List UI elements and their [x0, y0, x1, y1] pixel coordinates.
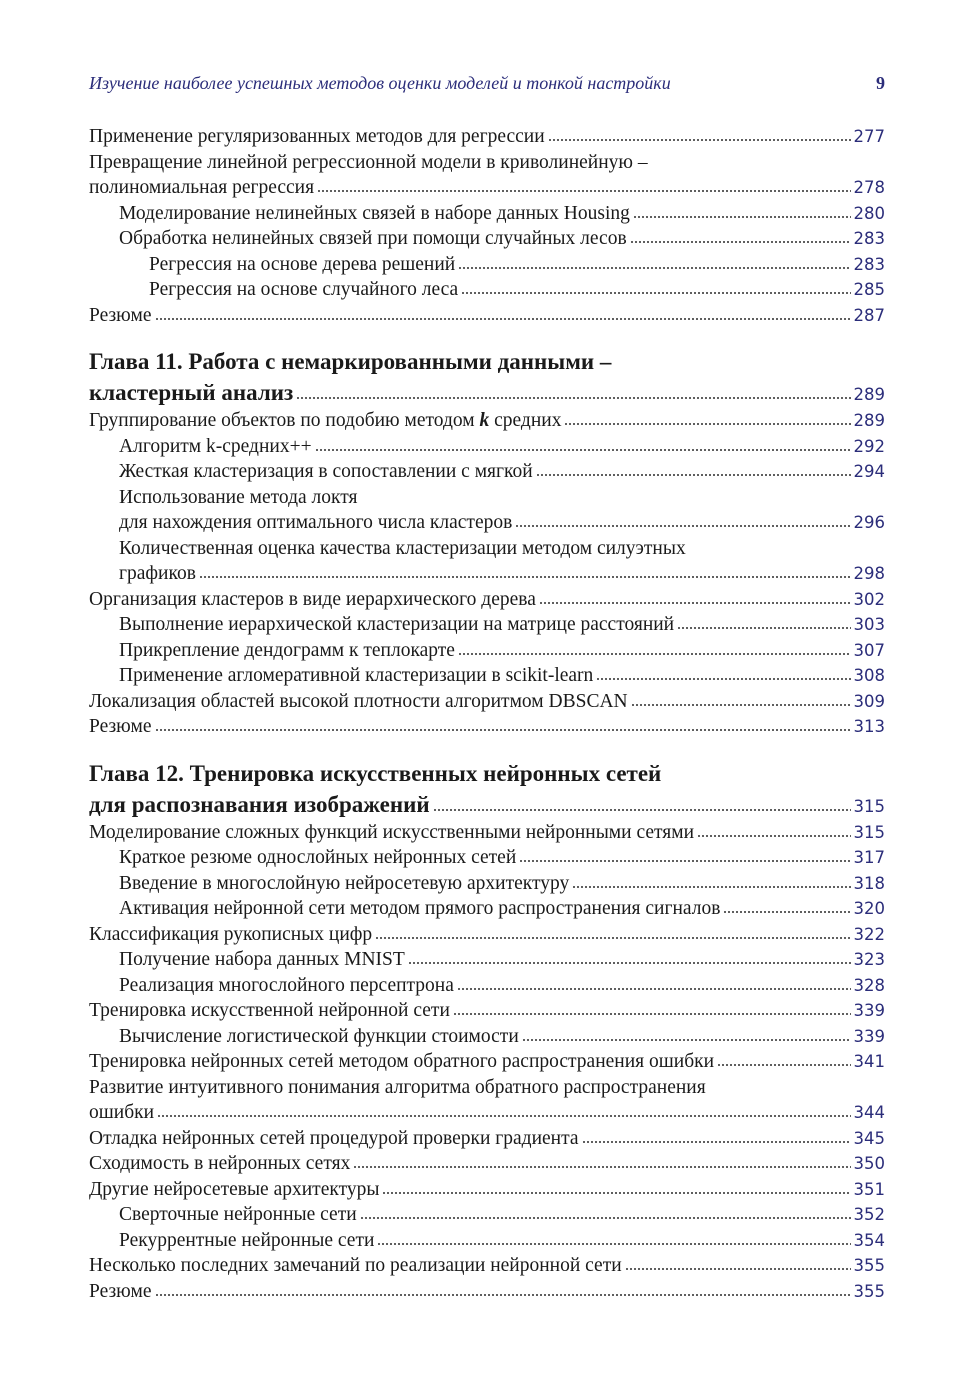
- toc-page-number: 352: [853, 1205, 885, 1224]
- toc-entry-title: графиков: [119, 563, 196, 584]
- toc-entry-line: [89, 973, 885, 999]
- toc-entry-title: Моделирование нелинейных связей в наборе данных Housing: [119, 202, 630, 224]
- dot-leader: [433, 808, 851, 812]
- toc-entry-title: Получение набора данных MNIST: [119, 949, 405, 970]
- toc-entry-title: Вычисление логистической функции стоимости: [119, 1025, 519, 1047]
- toc-entry-line: [89, 536, 885, 562]
- dot-leader: [596, 677, 850, 681]
- toc-entry-line: [89, 820, 885, 846]
- toc-entry-title: Сверточные нейронные сети: [119, 1204, 357, 1225]
- table-of-contents: [89, 124, 885, 1304]
- toc-entry-line: [89, 689, 885, 715]
- toc-page-number: 355: [853, 1256, 885, 1275]
- toc-entry[interactable]: [89, 252, 885, 278]
- dot-leader: [457, 987, 851, 991]
- toc-entry[interactable]: [89, 638, 885, 664]
- dot-leader: [697, 834, 850, 838]
- toc-page-number: 345: [853, 1128, 885, 1148]
- toc-entry-line: [89, 758, 885, 789]
- toc-entry-title: Глава 12. Тренировка искусственных нейронных сетей: [89, 760, 662, 786]
- toc-entry-line: [89, 714, 885, 740]
- toc-entry-line: [89, 1177, 885, 1203]
- toc-entry-line: [89, 377, 885, 408]
- toc-entry-title: Другие нейросетевые архитектуры: [89, 1178, 380, 1200]
- toc-entry[interactable]: [89, 434, 885, 460]
- dot-leader: [522, 1038, 851, 1042]
- toc-entry-line: [89, 434, 885, 460]
- toc-entry[interactable]: [89, 485, 885, 536]
- dot-leader: [582, 1140, 851, 1144]
- toc-entry-title: Введение в многослойную нейросетевую архитектуру: [119, 872, 570, 894]
- toc-entry-line: [89, 1151, 885, 1177]
- dot-leader: [717, 1063, 850, 1067]
- toc-entry-line: [89, 510, 885, 536]
- dot-leader: [633, 215, 851, 219]
- toc-page-number: 280: [853, 203, 885, 223]
- toc-entry[interactable]: [89, 663, 885, 689]
- toc-page-number: 315: [853, 796, 885, 816]
- toc-page-number: 339: [853, 1026, 885, 1046]
- toc-page-number: 296: [853, 513, 885, 532]
- dot-leader: [572, 885, 850, 889]
- dot-leader: [382, 1191, 850, 1195]
- toc-entry-title: Регрессия на основе случайного леса: [149, 279, 459, 300]
- toc-entry-title: Несколько последних замечаний по реализации нейронной сети: [89, 1255, 622, 1276]
- toc-entry-title: Резюме: [89, 1280, 152, 1302]
- toc-entry-line: [89, 871, 885, 897]
- toc-entry[interactable]: [89, 1151, 885, 1177]
- toc-entry-title: Активация нейронной сети методом прямого распространения сигналов: [119, 898, 721, 919]
- toc-page-number: 315: [853, 822, 885, 842]
- dot-leader: [317, 189, 850, 193]
- toc-entry[interactable]: [89, 124, 885, 150]
- toc-entry-line: [89, 922, 885, 948]
- toc-entry-title: Прикрепление дендограмм к теплокарте: [119, 639, 455, 661]
- toc-page-number: 354: [853, 1230, 885, 1250]
- dot-leader: [199, 575, 851, 579]
- toc-entry[interactable]: [89, 226, 885, 252]
- toc-entry-title: Жесткая кластеризация в сопоставлении с мягкой: [119, 461, 533, 482]
- toc-entry-line: [89, 408, 885, 434]
- toc-entry-title: Превращение линейной регрессионной модели в криволинейную –: [89, 151, 648, 173]
- toc-entry[interactable]: [89, 973, 885, 999]
- math-variable-k: k: [479, 410, 490, 431]
- toc-entry-line: [89, 1253, 885, 1279]
- dot-leader: [677, 626, 850, 630]
- toc-entry-title: Отладка нейронных сетей процедурой проверки градиента: [89, 1127, 579, 1149]
- dot-leader: [723, 910, 850, 914]
- toc-entry-line: [89, 346, 885, 377]
- dot-leader: [155, 317, 851, 321]
- dot-leader: [453, 1012, 851, 1016]
- toc-entry-title: Выполнение иерархической кластеризации на матрице расстояний: [119, 614, 675, 635]
- toc-entry-title: Применение агломеративной кластеризации в scikit-learn: [119, 665, 594, 686]
- toc-entry[interactable]: [89, 303, 885, 329]
- toc-entry-line: [89, 252, 885, 278]
- running-header-title: Изучение наиболее успешных методов оценки моделей и тонкой настройки: [89, 72, 671, 93]
- dot-leader: [536, 473, 851, 477]
- toc-entry-title: Глава 11. Работа с немаркированными данными –: [89, 349, 612, 374]
- toc-page-number: 339: [853, 1001, 885, 1020]
- toc-page-number: 344: [853, 1103, 885, 1122]
- toc-entry-title: Организация кластеров в виде иерархического дерева: [89, 588, 536, 610]
- toc-entry-line: [89, 1075, 885, 1101]
- toc-entry[interactable]: [89, 820, 885, 846]
- dot-leader: [408, 961, 851, 965]
- toc-entry-line: [89, 201, 885, 227]
- toc-entry-title: Резюме: [89, 304, 152, 326]
- dot-leader: [296, 396, 850, 400]
- dot-leader: [377, 1242, 850, 1246]
- toc-entry-title: Краткое резюме однослойных нейронных сетей: [119, 847, 517, 868]
- toc-entry[interactable]: [89, 689, 885, 715]
- toc-entry[interactable]: [89, 277, 885, 303]
- running-header: [89, 70, 885, 96]
- toc-entry-title: Развитие интуитивного понимания алгоритма обратного распространения: [89, 1076, 706, 1098]
- toc-page-number: 317: [853, 848, 885, 867]
- toc-entry-line: [89, 612, 885, 638]
- toc-entry[interactable]: [89, 896, 885, 922]
- toc-page-number: 350: [853, 1154, 885, 1173]
- toc-page-number: 289: [853, 385, 885, 404]
- dot-leader: [353, 1165, 850, 1169]
- toc-page-number: 308: [853, 666, 885, 685]
- toc-page-number: 283: [853, 229, 885, 248]
- toc-entry-title: Сходимость в нейронных сетях: [89, 1153, 351, 1174]
- toc-entry[interactable]: [89, 714, 885, 740]
- toc-entry-line: [89, 124, 885, 150]
- toc-entry-line: [89, 459, 885, 485]
- toc-entry-title: полиномиальная регрессия: [89, 177, 315, 198]
- toc-entry-line: [89, 226, 885, 252]
- toc-entry[interactable]: [89, 1126, 885, 1152]
- toc-entry-line: [89, 561, 885, 587]
- toc-entry[interactable]: [89, 1075, 885, 1126]
- toc-entry[interactable]: [89, 459, 885, 485]
- toc-entry-title: Локализация областей высокой плотности алгоритмом DBSCAN: [89, 690, 628, 712]
- toc-entry-title: Количественная оценка качества кластеризации методом силуэтных: [119, 537, 686, 559]
- toc-entry[interactable]: [89, 845, 885, 871]
- toc-entry-line: [89, 998, 885, 1024]
- toc-entry[interactable]: [89, 871, 885, 897]
- toc-page-number: 283: [853, 254, 885, 274]
- toc-entry-title: Тренировка нейронных сетей методом обратного распространения ошибки: [89, 1051, 715, 1072]
- toc-entry-title: для распознавания изображений: [89, 791, 430, 817]
- toc-entry-line: [89, 1279, 885, 1305]
- toc-entry-line: [89, 485, 885, 511]
- toc-entry-line: [89, 789, 885, 820]
- dot-leader: [539, 601, 851, 605]
- toc-page-number: 292: [853, 436, 885, 456]
- dot-leader: [157, 1114, 850, 1118]
- toc-page-number: 307: [853, 640, 885, 660]
- toc-chapter-heading[interactable]: [89, 346, 885, 408]
- toc-entry-line: [89, 638, 885, 664]
- toc-page-number: 287: [853, 305, 885, 325]
- toc-entry-line: [89, 1126, 885, 1152]
- toc-entry[interactable]: [89, 1024, 885, 1050]
- toc-entry-title: Классификация рукописных цифр: [89, 923, 373, 945]
- page-number: 9: [876, 72, 885, 93]
- toc-entry-title: ошибки: [89, 1102, 155, 1123]
- toc-entry-line: [89, 303, 885, 329]
- toc-page-number: 320: [853, 899, 885, 918]
- toc-entry-line: [89, 1228, 885, 1254]
- toc-entry[interactable]: [89, 587, 885, 613]
- toc-entry[interactable]: [89, 201, 885, 227]
- toc-entry-line: [89, 277, 885, 303]
- toc-entry-line: [89, 1202, 885, 1228]
- toc-entry-title: Рекуррентные нейронные сети: [119, 1229, 375, 1251]
- toc-entry[interactable]: [89, 947, 885, 973]
- toc-entry-title: Применение регуляризованных методов для регрессии: [89, 126, 545, 147]
- toc-entry-line: [89, 663, 885, 689]
- toc-entry[interactable]: [89, 408, 885, 434]
- toc-entry-title: Резюме: [89, 716, 152, 737]
- toc-page-number: 278: [853, 178, 885, 197]
- toc-chapter-heading[interactable]: [89, 758, 885, 820]
- toc-entry-line: [89, 150, 885, 176]
- toc-page-number: 302: [853, 589, 885, 609]
- dot-leader: [519, 859, 850, 863]
- toc-page-number: 303: [853, 615, 885, 634]
- toc-page-number: 355: [853, 1281, 885, 1301]
- toc-entry[interactable]: [89, 1228, 885, 1254]
- dot-leader: [315, 448, 851, 452]
- dot-leader: [631, 703, 851, 707]
- toc-page-number: 285: [853, 280, 885, 299]
- dot-leader: [458, 266, 850, 270]
- toc-entry-line: [89, 947, 885, 973]
- toc-page-number: 322: [853, 924, 885, 944]
- toc-entry-title: Регрессия на основе дерева решений: [149, 253, 456, 275]
- toc-entry[interactable]: [89, 1049, 885, 1075]
- toc-entry-line: [89, 1100, 885, 1126]
- toc-page-number: 298: [853, 564, 885, 583]
- dot-leader: [360, 1216, 851, 1220]
- toc-entry-line: [89, 175, 885, 201]
- toc-page-number: 341: [853, 1052, 885, 1071]
- dot-leader: [155, 728, 851, 732]
- toc-entry-title: Реализация многослойного персептрона: [119, 974, 454, 996]
- toc-entry-line: [89, 1049, 885, 1075]
- toc-entry-title: кластерный анализ: [89, 380, 294, 405]
- dot-leader: [458, 652, 851, 656]
- toc-page-number: 277: [853, 127, 885, 146]
- toc-page-number: 318: [853, 873, 885, 893]
- toc-entry-title: для нахождения оптимального числа кластеров: [119, 512, 513, 533]
- toc-entry-title: Моделирование сложных функций искусственными нейронными сетями: [89, 821, 695, 843]
- toc-entry[interactable]: [89, 998, 885, 1024]
- toc-entry[interactable]: [89, 1177, 885, 1203]
- toc-page-number: 323: [853, 950, 885, 969]
- dot-leader: [564, 422, 850, 426]
- toc-entry[interactable]: [89, 1253, 885, 1279]
- toc-entry-title: Обработка нелинейных связей при помощи случайных лесов: [119, 228, 627, 249]
- toc-page-number: 328: [853, 975, 885, 995]
- dot-leader: [155, 1293, 851, 1297]
- toc-entry-title: Алгоритм k-средних++: [119, 435, 312, 457]
- toc-entry[interactable]: [89, 1202, 885, 1228]
- toc-page-number: 309: [853, 691, 885, 711]
- toc-page-number: 289: [853, 411, 885, 430]
- toc-page-number: 351: [853, 1179, 885, 1199]
- toc-entry[interactable]: [89, 150, 885, 201]
- dot-leader: [461, 291, 850, 295]
- toc-entry[interactable]: [89, 612, 885, 638]
- dot-leader: [515, 524, 850, 528]
- toc-entry-title: Использование метода локтя: [119, 486, 358, 508]
- dot-leader: [630, 240, 851, 244]
- toc-entry-line: [89, 896, 885, 922]
- dot-leader: [625, 1267, 851, 1271]
- toc-entry[interactable]: [89, 922, 885, 948]
- toc-entry-title: Тренировка искусственной нейронной сети: [89, 1000, 450, 1021]
- toc-page-number: 313: [853, 717, 885, 736]
- toc-entry-title: Группирование объектов по подобию методом k средних: [89, 410, 562, 431]
- dot-leader: [375, 936, 850, 940]
- dot-leader: [548, 138, 851, 142]
- toc-entry-line: [89, 845, 885, 871]
- toc-entry[interactable]: [89, 536, 885, 587]
- toc-entry-line: [89, 1024, 885, 1050]
- toc-entry-line: [89, 587, 885, 613]
- toc-entry[interactable]: [89, 1279, 885, 1305]
- toc-page-number: 294: [853, 462, 885, 481]
